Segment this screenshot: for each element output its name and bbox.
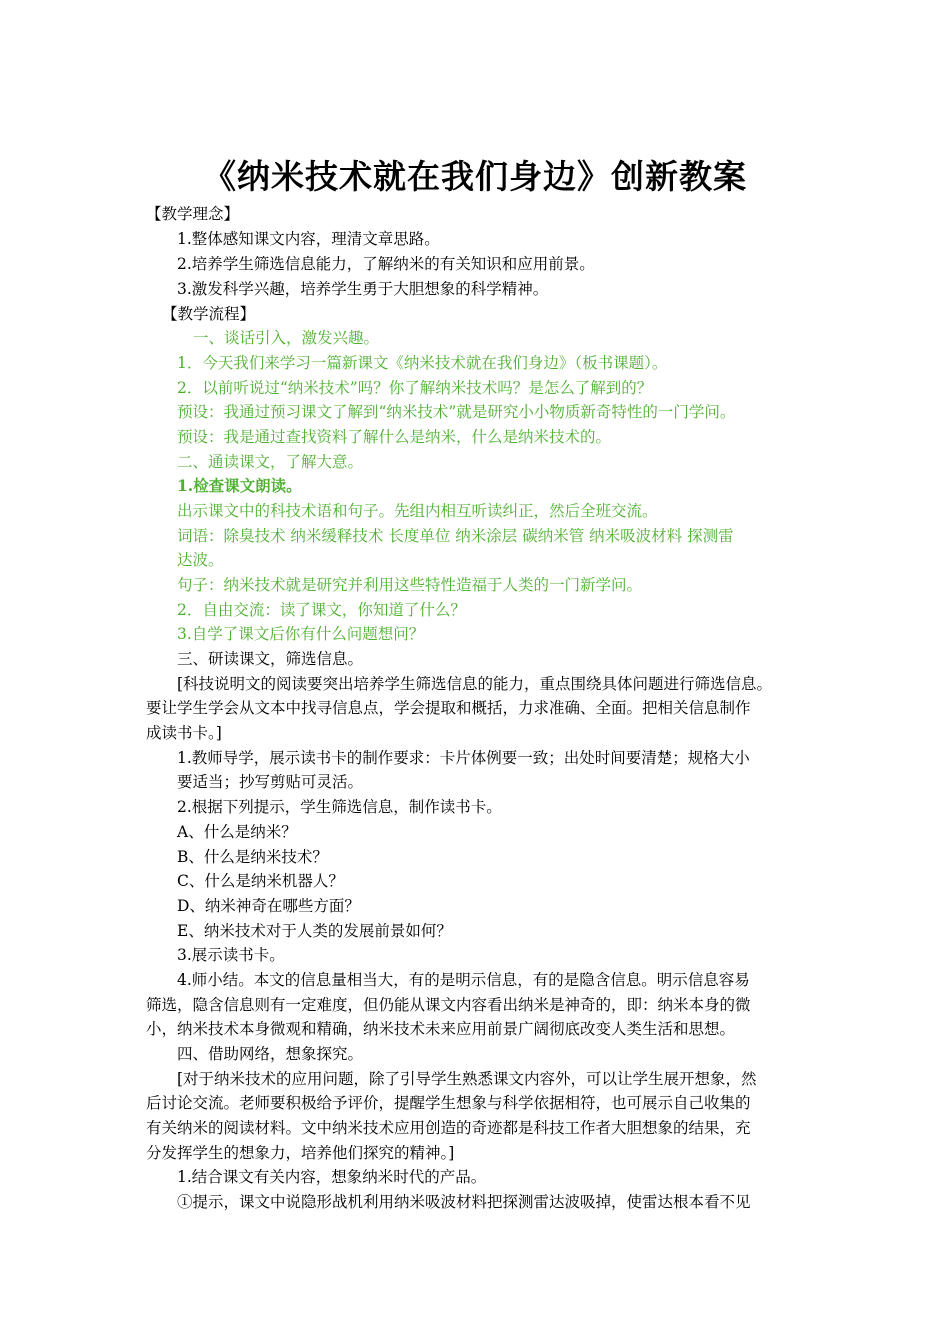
text-line: 达波。	[177, 551, 224, 569]
text-line: 分发挥学生的想象力，培养他们探究的精神。]	[146, 1144, 455, 1162]
text-line: 2.根据下列提示，学生筛选信息，制作读书卡。	[177, 798, 502, 816]
text-line: 2．以前听说过“纳米技术”吗？你了解纳米技术吗？是怎么了解到的？	[177, 379, 653, 397]
text-line: 三、研读课文，筛选信息。	[177, 650, 364, 668]
text-line: 4.师小结。本文的信息量相当大，有的是明示信息，有的是隐含信息。明示信息容易	[177, 971, 750, 989]
text-line: A、什么是纳米？	[177, 823, 297, 841]
text-line: 要让学生学会从文本中找寻信息点，学会提取和概括，力求准确、全面。把相关信息制作	[146, 699, 751, 717]
document-title: 《纳米技术就在我们身边》创新教案	[203, 157, 747, 196]
text-line: 成读书卡。]	[146, 724, 222, 742]
text-line: 1.教师导学，展示读书卡的制作要求：卡片体例要一致；出处时间要清楚；规格大小	[177, 749, 750, 767]
text-line: [科技说明文的阅读要突出培养学生筛选信息的能力，重点围绕具体问题进行筛选信息。	[177, 675, 773, 693]
text-line: 一、谈话引入，激发兴趣。	[193, 329, 380, 347]
text-line: B、什么是纳米技术？	[177, 848, 328, 866]
text-line: 词语：除臭技术 纳米缓释技术 长度单位 纳米涂层 碳纳米管 纳米吸波材料 探测雷	[177, 527, 734, 545]
text-line: 有关纳米的阅读材料。文中纳米技术应用创造的奇迹都是科技工作者大胆想象的结果，充	[146, 1119, 751, 1137]
text-line: 2．自由交流：读了课文，你知道了什么？	[177, 601, 466, 619]
text-line: 二、通读课文，了解大意。	[177, 453, 364, 471]
text-line: 2.培养学生筛选信息能力，了解纳米的有关知识和应用前景。	[177, 255, 595, 273]
text-line: 后讨论交流。老师要积极给予评价，提醒学生想象与科学依据相符，也可展示自己收集的	[146, 1094, 751, 1112]
text-line: 小，纳米技术本身微观和精确，纳米技术未来应用前景广阔彻底改变人类生活和思想。	[146, 1020, 736, 1038]
text-line: C、什么是纳米机器人？	[177, 872, 344, 890]
text-line: 1.整体感知课文内容，理清文章思路。	[177, 230, 440, 248]
text-line: 【教学理念】	[146, 205, 240, 223]
text-line: 【教学流程】	[162, 305, 256, 323]
text-line: 1.检查课文朗读。	[177, 476, 302, 495]
text-line: 要适当；抄写剪贴可灵活。	[177, 773, 364, 791]
text-line: 3.展示读书卡。	[177, 946, 285, 964]
text-line: 3.自学了课文后你有什么问题想问？	[177, 625, 425, 643]
text-line: E、纳米技术对于人类的发展前景如何？	[177, 922, 452, 940]
text-line: 句子：纳米技术就是研究并利用这些特性造福于人类的一门新学问。	[177, 576, 643, 594]
text-line: 预设：我通过预习课文了解到“纳米技术”就是研究小小物质新奇特性的一门学问。	[177, 403, 736, 421]
text-line: 出示课文中的科技术语和句子。先组内相互听读纠正，然后全班交流。	[177, 502, 658, 520]
text-line: ①提示，课文中说隐形战机利用纳米吸波材料把探测雷达波吸掉，使雷达根本看不见	[177, 1193, 751, 1211]
text-line: 1.结合课文有关内容，想象纳米时代的产品。	[177, 1168, 487, 1186]
text-line: 预设：我是通过查找资料了解什么是纳米，什么是纳米技术的。	[177, 428, 612, 446]
text-line: 筛选，隐含信息则有一定难度，但仍能从课文内容看出纳米是神奇的，即：纳米本身的微	[146, 996, 751, 1014]
text-line: [对于纳米技术的应用问题，除了引导学生熟悉课文内容外，可以让学生展开想象，然	[177, 1070, 757, 1088]
text-line: D、纳米神奇在哪些方面？	[177, 897, 360, 915]
text-line: 四、借助网络，想象探究。	[177, 1045, 364, 1063]
text-line: 3.激发科学兴趣，培养学生勇于大胆想象的科学精神。	[177, 280, 549, 298]
text-line: 1．今天我们来学习一篇新课文《纳米技术就在我们身边》（板书课题）。	[177, 354, 668, 372]
